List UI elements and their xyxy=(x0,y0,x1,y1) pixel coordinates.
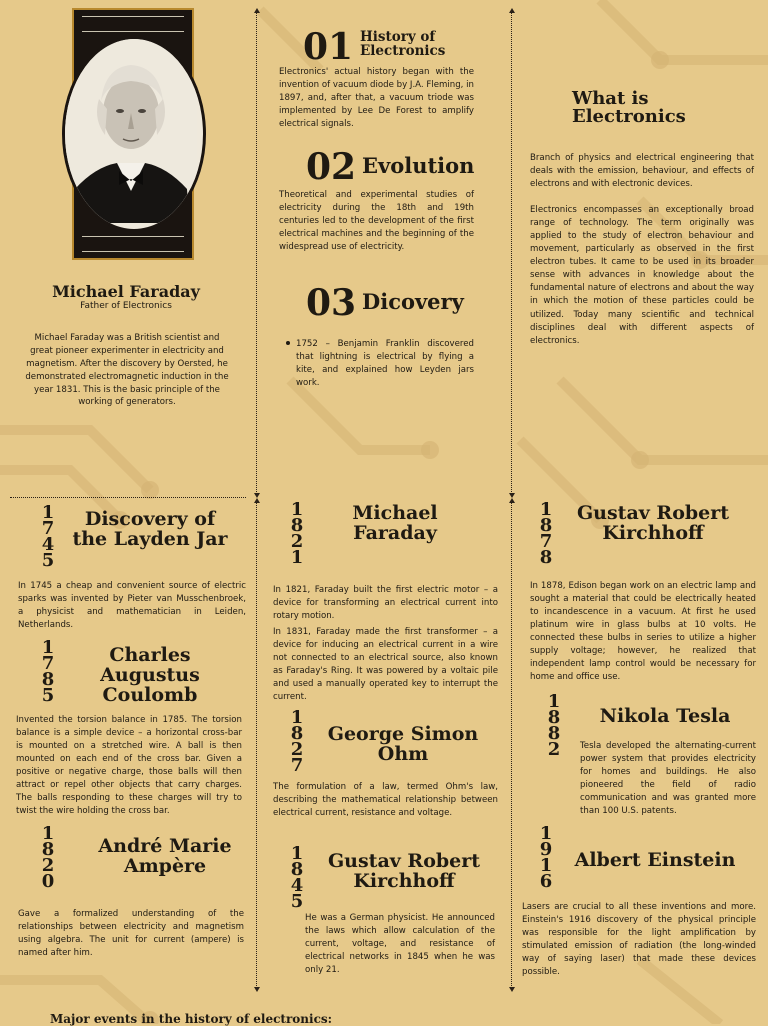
year-1821: 1821 xyxy=(290,499,304,568)
event-text-1878: In 1878, Edison began work on an electric lamp and sought a material that could be electrically heated to incandescence in a vacuum. At first he used platinum wire in glass bulbs at 10 volts. He connected these bulbs in series to utilize a higher supply voltage; however, he realized that independent lamp control would be necessary for home and office use. xyxy=(530,581,756,683)
section-01-text: Electronics' actual history began with the invention of vacuum diode by J.A. Fleming, in 1897, and, after that, a vacuum triode was implemented by Lee De Forest to amplify electrical signals. xyxy=(279,67,474,130)
event-title-1916: Albert Einstein xyxy=(574,849,736,871)
section-03-bullet-icon xyxy=(286,341,290,345)
divider-top-left xyxy=(256,10,257,496)
section-01-number: 01 xyxy=(303,26,354,68)
year-1827: 1827 xyxy=(290,707,304,776)
event-title-1845: Gustav Robert Kirchhoff xyxy=(327,850,481,892)
year-1882: 1882 xyxy=(547,691,561,760)
event-title-1882: Nikola Tesla xyxy=(599,705,731,727)
faraday-portrait xyxy=(62,36,206,232)
event-text-1882: Tesla developed the alternating-current power system that provides electricity for homes and buildings. He also pioneered the field of radio communication and was granted more than 100 U.S. patents. xyxy=(580,741,756,817)
year-1845: 1845 xyxy=(290,843,304,912)
divider-top-right xyxy=(511,10,512,496)
divider-bottom-left xyxy=(256,500,257,990)
section-01-title: History of Electronics xyxy=(360,29,446,59)
event-title-1745: Discovery of the Layden Jar xyxy=(72,508,228,550)
event-text-1845: He was a German physicist. He announced the laws which allow calculation of the current, voltage, and resistance of electrical networks in 1845 when he was only 21. xyxy=(305,913,495,976)
event-text-1821-b: In 1831, Faraday made the first transformer – a device for inducing an electrical current in a wire not connected to an electrical source, also known as Faraday's Ring. It was powered by a voltaic pile and used a manually operated key to interrupt the current. xyxy=(273,627,498,703)
year-1916: 1916 xyxy=(539,823,553,892)
year-1745: 1745 xyxy=(41,502,55,571)
event-text-1745: In 1745 a cheap and convenient source of electric sparks was invented by Pieter van Musschenbroek, a physicist and mathematician in Leiden, Netherlands. xyxy=(18,581,246,631)
event-text-1785: Invented the torsion balance in 1785. The torsion balance is a simple device – a horizontal cross-bar is mounted on a stretched wire. A ball is then mounted on each end of the cross bar. Given a positive or negative charge, those balls will then attract or repel other objects that carry charges. The balls responding to these charges will try to twist the wire holding the cross bar. xyxy=(16,715,242,817)
event-text-1820: Gave a formalized understanding of the relationships between electricity and magnetism using algebra. The unit for current (ampere) is named after him. xyxy=(18,909,244,959)
event-text-1821-a: In 1821, Faraday built the first electric motor – a device for transforming an electrical current into rotary motion. xyxy=(273,585,498,622)
what-title: What is Electronics xyxy=(572,88,686,127)
event-title-1785: Charles Augustus Coulomb xyxy=(100,644,200,706)
divider-horizontal xyxy=(10,497,246,498)
year-1785: 1785 xyxy=(41,637,55,706)
section-02-title: Evolution xyxy=(362,153,475,178)
event-text-1827: The formulation of a law, termed Ohm's law, describing the mathematical relationship between electrical current, resistance and voltage. xyxy=(273,782,498,819)
profile-subtitle: Father of Electronics xyxy=(80,301,172,311)
what-paragraph-1: Branch of physics and electrical engineering that deals with the emission, behaviour, and effects of electrons and with electronic devices. xyxy=(530,153,754,190)
section-02-text: Theoretical and experimental studies of electricity during the 18th and 19th centuries led to the development of the first electrical machines and the beginning of the widespread use of electricity. xyxy=(279,190,474,253)
event-text-1916: Lasers are crucial to all these inventions and more. Einstein's 1916 discovery of the physical principle was responsible for the light amplification by stimulated emission of radiation (the long-winded way of saying laser) that made these devices possible. xyxy=(522,902,756,978)
year-1820: 1820 xyxy=(41,823,55,892)
what-paragraph-2: Electronics encompasses an exceptionally broad range of technology. The term originally was applied to the study of electron behaviour and movement, particularly as observed in the first electron tubes. It came to be used in its broader sense with advances in knowledge about the fundamental nature of electrons and about the way in which the motion of these particles could be utilized. Today many scientific and technical disciplines deal with different aspects of electronics. xyxy=(530,205,754,346)
event-title-1820: André Marie Ampère xyxy=(98,835,232,877)
event-title-1827: George Simon Ohm xyxy=(327,723,479,765)
divider-bottom-right xyxy=(511,500,512,990)
event-title-1821: Michael Faraday xyxy=(352,502,438,544)
event-title-1878: Gustav Robert Kirchhoff xyxy=(576,502,730,544)
profile-name: Michael Faraday xyxy=(52,282,200,301)
section-03-text: 1752 – Benjamin Franklin discovered that lightning is electrical by flying a kite, and explained how Leyden jars work. xyxy=(296,339,474,389)
section-02-number: 02 xyxy=(306,146,357,188)
footer-heading: Major events in the history of electronics: xyxy=(50,1012,333,1026)
year-1878: 1878 xyxy=(539,499,553,568)
section-03-number: 03 xyxy=(306,282,357,324)
profile-bio: Michael Faraday was a British scientist and great pioneer experimenter in electricity and magnetism. After the discovery by Oersted, he demonstrated electromagnetic induction in the year 1831. This is the basic principle of the working of generators. xyxy=(25,333,229,408)
section-03-title: Dicovery xyxy=(362,289,464,314)
